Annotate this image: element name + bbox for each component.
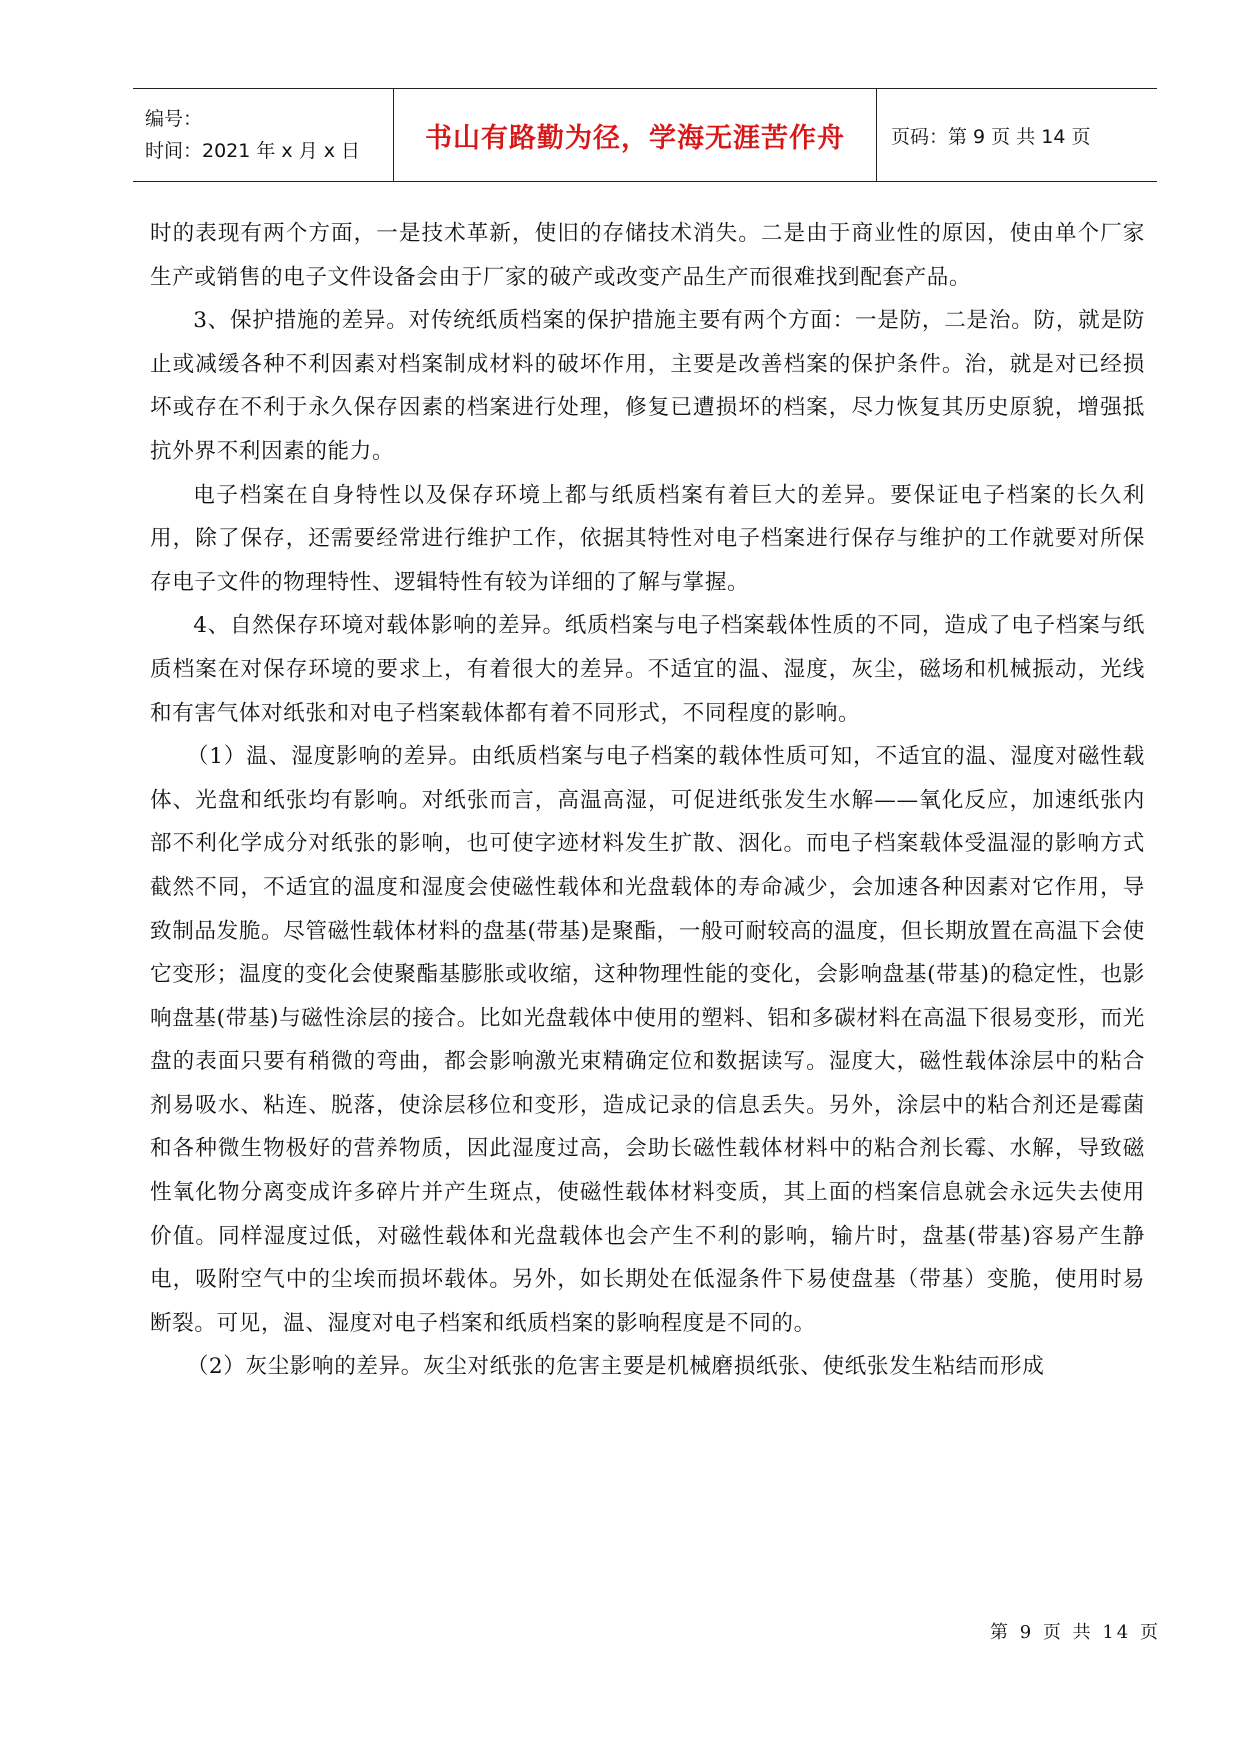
page-footer: 第 9 页 共 14 页 <box>990 1622 1161 1643</box>
paragraph: 电子档案在自身特性以及保存环境上都与纸质档案有着巨大的差异。要保证电子档案的长久利用，除了保存，还需要经常进行维护工作，依据其特性对电子档案进行保存与维护的工作就要对所保存电子文件的物理特性、逻辑特性有较为详细的了解与掌握。 <box>150 482 1145 595</box>
paragraph: 时的表现有两个方面，一是技术革新，使旧的存储技术消失。二是由于商业性的原因，使由单个厂家生产或销售的电子文件设备会由于厂家的破产或改变产品生产而很难找到配套产品。 <box>150 221 1145 290</box>
paragraph: 3、保护措施的差异。对传统纸质档案的保护措施主要有两个方面：一是防，二是治。防，就是防止或减缓各种不利因素对档案制成材料的破坏作用，主要是改善档案的保护条件。治，就是对已经损坏或存在不利于永久保存因素的档案进行处理，修复已遭损坏的档案，尽力恢复其历史原貌，增强抵抗外界不利因素的能力。 <box>150 308 1145 464</box>
motto-text: 书山有路勤为径，学海无涯苦作舟 <box>425 122 845 154</box>
document-body <box>150 212 1145 1389</box>
paragraph: （1）温、湿度影响的差异。由纸质档案与电子档案的载体性质可知，不适宜的温、湿度对磁性载体、光盘和纸张均有影响。对纸张而言，高温高湿，可促进纸张发生水解——氧化反应，加速纸张内部不利化学成分对纸张的影响，也可使字迹材料发生扩散、洇化。而电子档案载体受温湿的影响方式截然不同，不适宜的温度和湿度会使磁性载体和光盘载体的寿命减少，会加速各种因素对它作用，导致制品发脆。尽管磁性载体材料的盘基(带基)是聚酯，一般可耐较高的温度，但长期放置在高温下会使它变形；温度的变化会使聚酯基膨胀或收缩，这种物理性能的变化，会影响盘基(带基)的稳定性，也影响盘基(带基)与磁性涂层的接合。比如光盘载体中使用的塑料、铝和多碳材料在高温下很易变形，而光盘的表面只要有稍微的弯曲，都会影响激光束精确定位和数据读写。湿度大，磁性载体涂层中的粘合剂易吸水、粘连、脱落，使涂层移位和变形，造成记录的信息丢失。另外，涂层中的粘合剂还是霉菌和各种微生物极好的营养物质，因此湿度过高，会助长磁性载体材料中的粘合剂长霉、水解，导致磁性氧化物分离变成许多碎片并产生斑点，使磁性载体材料变质，其上面的档案信息就会永远失去使用价值。同样湿度过低，对磁性载体和光盘载体也会产生不利的影响，输片时，盘基(带基)容易产生静电，吸附空气中的尘埃而损坏载体。另外，如长期处在低湿条件下易使盘基（带基）变脆，使用时易断裂。可见，温、湿度对电子档案和纸质档案的影响程度是不同的。 <box>150 744 1145 1336</box>
page-number-label: 页码：第 9 页 共 14 页 <box>891 125 1091 148</box>
date-label: 时间：2021 年 x 月 x 日 <box>145 140 361 162</box>
header-meta <box>133 89 393 181</box>
serial-number-label: 编号： <box>145 108 203 130</box>
header-page-info <box>877 89 1157 181</box>
paragraph: （2）灰尘影响的差异。灰尘对纸张的危害主要是机械磨损纸张、使纸张发生粘结而形成 <box>186 1354 1045 1380</box>
header-motto <box>393 89 877 181</box>
page-header <box>133 88 1157 182</box>
paragraph: 4、自然保存环境对载体影响的差异。纸质档案与电子档案载体性质的不同，造成了电子档案与纸质档案在对保存环境的要求上，有着很大的差异。不适宜的温、湿度，灰尘，磁场和机械振动，光线和有害气体对纸张和对电子档案载体都有着不同形式，不同程度的影响。 <box>150 613 1145 726</box>
